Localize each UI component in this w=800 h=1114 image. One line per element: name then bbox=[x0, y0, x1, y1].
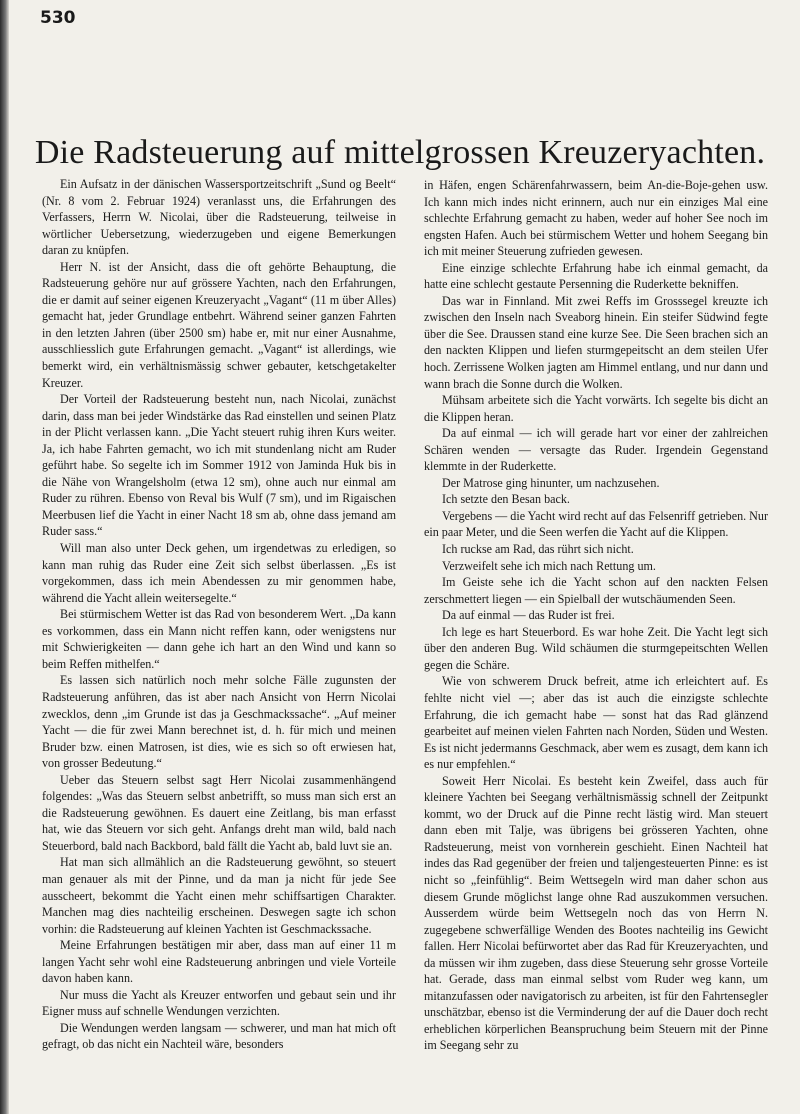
paragraph: Es lassen sich natürlich noch mehr solche Fälle zugunsten der Radsteuerung anführen, das ist aber nach Ansicht von Herrn Nicolai zwecklos, denn „im Grunde ist das ja Geschmackssache“. „Auf meiner Yacht — die für zwei Mann berechnet ist, d. h. für mich und meinen Bruder bzw. einen Matrosen, ist dies, wie es sich so oft erwiesen hat, von grosser Bedeutung.“ bbox=[42, 673, 396, 771]
paragraph: Eine einzige schlechte Erfahrung habe ich einmal gemacht, da hatte eine schlecht gestaute Persenning die Ruderkette bekniffen. bbox=[424, 260, 768, 292]
paragraph: Vergebens — die Yacht wird recht auf das Felsenriff getrieben. Nur ein paar Meter, und die Seen werfen die Yacht auf die Klippen. bbox=[424, 508, 768, 540]
paragraph: Mühsam arbeitete sich die Yacht vorwärts. Ich segelte bis dicht an die Klippen heran. bbox=[424, 393, 768, 424]
right-column bbox=[424, 177, 768, 1054]
paragraph: Herr N. ist der Ansicht, dass die oft gehörte Behauptung, die Radsteuerung gehöre nur auf grössere Yachten, nach den Erfahrungen, die er damit auf seiner eigenen Kreuzeryacht „Vagant“ (11 m über Alles) gemacht hat, jeder Grundlage entbehrt. Während seiner ganzen Fahrten in den letzten Jahren (über 2500 sm) habe er, mit nur einer Ausnahme, ausschliesslich gute Erfahrungen gemacht. „Vagant“ ist allerdings, wie bemerkt wird, ein verhältnismässig schwer gebauter, ketschgetakelter Kreuzer. bbox=[42, 259, 396, 390]
paragraph: Ich ruckse am Rad, das rührt sich nicht. bbox=[442, 542, 634, 557]
paragraph-continued: in Häfen, engen Schärenfahrwassern, beim An-die-Boje-gehen usw. Ich kann mich indes nicht erinnern, auch nur ein einziges Mal eine schlechte Erfahrung gemacht zu haben, weder auf hoher See noch im engsten Hafen. Auch bei stürmischem Wetter und hohem Seegang bin ich mit meiner Steuerung zufrieden gewesen. bbox=[424, 178, 768, 259]
article-title: Die Radsteuerung auf mittelgrossen Kreuzeryachten. bbox=[34, 133, 766, 171]
paragraph: Verzweifelt sehe ich mich nach Rettung um. bbox=[442, 558, 656, 573]
paragraph: Die Wendungen werden langsam — schwerer, und man hat mich oft gefragt, ob das nicht ein Nachteil wäre, besonders bbox=[42, 1020, 396, 1052]
paragraph: Das war in Finnland. Mit zwei Reffs im Grosssegel kreuzte ich zwischen den Inseln nach Sveaborg hinein. Ein steifer Südwind fegte über die See. Draussen stand eine kurze See. Die Seen brachen sich an den nackten Klippen und liefen sturmgepeitscht an dem steilen Ufer hoch. Zerrissene Wolken jagten am Himmel entlang, und nur dann und wann brach die Sonne durch die Wolken. bbox=[424, 293, 768, 391]
paragraph: Bei stürmischem Wetter ist das Rad von besonderem Wert. „Da kann es vorkommen, dass ein Mann nicht reffen kann, oder wenigstens nur mit Schwierigkeiten — dann gehe ich hart an den Wind und kann so beim Reffen mithelfen.“ bbox=[42, 607, 396, 671]
paragraph: Hat man sich allmählich an die Radsteuerung gewöhnt, so steuert man genauer als mit der Pinne, und da man ja nicht für jede See ausscheert, bekommt die Yacht einen mehr schiffsartigen Charakter. Manchen mag dies nachteilig erscheinen. Deswegen sagte ich schon vorhin: die Radsteuerung auf kleinen Yachten ist Geschmackssache. bbox=[42, 855, 396, 936]
paragraph: Soweit Herr Nicolai. Es besteht kein Zweifel, dass auch für kleinere Yachten bei Seegang verhältnismässig schnell der Zeitpunkt kommt, wo der Druck auf die Pinne recht lästig wird. Man steuert dann eben mit Talje, was übrigens bei grösseren Yachten, ohne Radsteuerung, meist von vornherein geschieht. Einen Nachteil hat indes das Rad gegenüber der freien und taljengesteuerten Pinne: es ist nicht so „feinfühlig“. Beim Wettsegeln wird man daher schon aus diesem Grunde möglichst lange ohne Rad auszukommen versuchen. Ausserdem würde beim Wettsegeln noch das von Herrn N. zugegebene schwerfällige Wenden des Bootes nachteilig ins Gewicht fallen. Herr Nicolai befürwortet aber das Rad für Kreuzeryachten, und da müssen wir ihm zugeben, dass diese Steuerung sehr grosse Vorteile hat. Gerade, dass man einmal selbst vom Ruder weg kann, um mitanzufassen oder navigatorisch zu arbeiten, ist für den Fahrtensegler unschätzbar, ebenso ist die Verminderung der auf die Dauer doch recht erheblichen körperlichen Beanspruchung beim Steuern mit der Pinne im Seegang sehr zu bbox=[424, 773, 768, 1053]
paragraph: Da auf einmal — ich will gerade hart vor einer der zahlreichen Schären wenden — versagte das Ruder. Irgendein Gegenstand klemmte in der Ruderkette. bbox=[424, 426, 768, 474]
paragraph: Der Vorteil der Radsteuerung besteht nun, nach Nicolai, zunächst darin, dass man bei jeder Windstärke das Rad einstellen und seinen Platz in der Plicht verlassen kann. „Die Yacht steuert ruhig ihren Kurs weiter. Ja, ich habe Fahrten gemacht, wo ich mit stundenlang nicht am Ruder geführt habe. So segelte ich im Sommer 1912 von Jaminda Huk bis in die Nähe von Wrangelsholm (etwa 12 sm), ohne auch nur einmal am Ruder zu rühren. Ebenso von Reval bis Wulf (7 sm), und im Rigaischen Meerbusen lief die Yacht in einer Nacht 18 sm ab, ohne dass jemand am Ruder sass.“ bbox=[42, 392, 396, 539]
paragraph: Ueber das Steuern selbst sagt Herr Nicolai zusammenhängend folgendes: „Was das Steuern selbst anbetrifft, so muss man sich erst an die Radsteuerung gewöhnen. Es dauert eine Zeitlang, bis man erfasst hat, wie das Steuern vor sich geht. Anfangs dreht man wild, bald nach Steuerbord, bald nach Backbord, bald fällt die Yacht ab, bald luvt sie an. bbox=[42, 772, 396, 853]
paragraph: Da auf einmal — das Ruder ist frei. bbox=[442, 608, 615, 623]
page-number: 530 bbox=[40, 8, 76, 28]
paragraph: Wie von schwerem Druck befreit, atme ich erleichtert auf. Es fehlte nicht viel —; aber das ist auch die einzigste schlechte Erfahrung, die ich gemacht habe — sonst hat das Rad glänzend gearbeitet auf meinen vielen Fahrten nach Norden, Süden und Westen. Es ist nicht jedermanns Geschmack, aber wem es zusagt, dem kann ich es nur empfehlen.“ bbox=[424, 674, 768, 772]
paragraph: Ich lege es hart Steuerbord. Es war hohe Zeit. Die Yacht legt sich über den anderen Bug. Wild schäumen die sturmgepeitschten Wellen gegen die Schäre. bbox=[424, 624, 768, 672]
left-column bbox=[42, 176, 396, 1053]
paragraph: Nur muss die Yacht als Kreuzer entworfen und gebaut sein und ihr Eigner muss auf schnelle Wendungen verzichten. bbox=[42, 987, 396, 1019]
paragraph: Im Geiste sehe ich die Yacht schon auf den nackten Felsen zerschmettert liegen — ein Spielball der wutschäumenden Seen. bbox=[424, 575, 768, 606]
paragraph: Will man also unter Deck gehen, um irgendetwas zu erledigen, so kann man ruhig das Ruder eine Zeit sich selbst überlassen. „Es ist vorgekommen, dass ich mein Abendessen zu mir genommen habe, während die Yacht allein weitersegelte.“ bbox=[42, 541, 396, 605]
paragraph: Ein Aufsatz in der dänischen Wassersportzeitschrift „Sund og Beelt“ (Nr. 8 vom 2. Februar 1924) veranlasst uns, die Erfahrungen des Verfassers, Herrn W. Nicolai, über die Radsteuerung, teilweise in wörtlicher Uebersetzung, wiederzugeben und eigene Bemerkungen daran zu knüpfen. bbox=[42, 177, 396, 258]
paragraph: Meine Erfahrungen bestätigen mir aber, dass man auf einer 11 m langen Yacht sehr wohl eine Radsteuerung anbringen und viele Vorteile davon haben kann. bbox=[42, 938, 396, 986]
paragraph: Ich setzte den Besan back. bbox=[442, 492, 570, 507]
paragraph: Der Matrose ging hinunter, um nachzusehen. bbox=[442, 475, 660, 490]
